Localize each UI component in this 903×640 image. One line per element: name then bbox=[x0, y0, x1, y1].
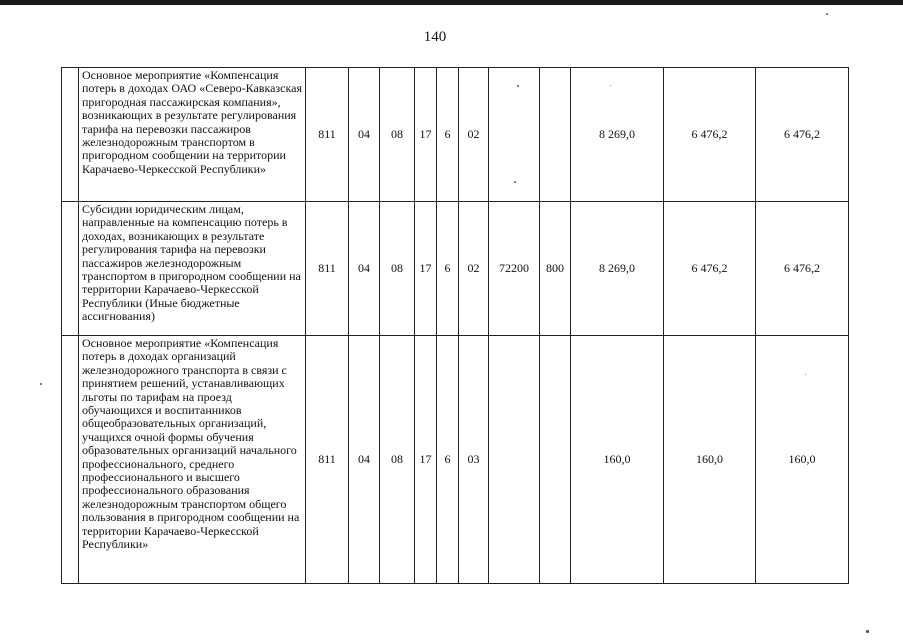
scan-speck bbox=[610, 85, 611, 86]
row-index-cell bbox=[62, 68, 79, 202]
subprogram-code-cell: 6 bbox=[437, 68, 459, 202]
description-cell: Основное мероприятие «Компенсация потерь в доходах организаций железнодорожного транспорта в связи с принятием решений, устанавливающих льготы по тарифам на проезд обучающихся и воспитанников общеобразовательных организаций, учащихся очной формы обучения образовательных организаций начального профессионального, среднего профессионального и высшего профессионального образования железнодорожным транспортом общего пользования в пригородном сообщении на территории Карачаево-Черкесской Республики» bbox=[79, 336, 306, 584]
amount-cell-2: 6 476,2 bbox=[664, 68, 756, 202]
subsection-code-cell: 08 bbox=[380, 68, 415, 202]
expense-type-cell bbox=[540, 68, 571, 202]
event-code-cell: 03 bbox=[459, 336, 489, 584]
scan-speck bbox=[866, 630, 869, 633]
event-code-cell: 02 bbox=[459, 202, 489, 336]
section-code-cell: 04 bbox=[349, 68, 380, 202]
event-code-cell: 02 bbox=[459, 68, 489, 202]
subsection-code-cell: 08 bbox=[380, 202, 415, 336]
subprogram-code-cell: 6 bbox=[437, 336, 459, 584]
amount-cell-1: 160,0 bbox=[571, 336, 664, 584]
budget-table bbox=[61, 67, 849, 584]
amount-cell-2: 6 476,2 bbox=[664, 202, 756, 336]
direction-code-cell bbox=[489, 336, 540, 584]
row-index-cell bbox=[62, 336, 79, 584]
section-code-cell: 04 bbox=[349, 336, 380, 584]
ministry-code-cell: 811 bbox=[306, 202, 349, 336]
direction-code-cell: 72200 bbox=[489, 202, 540, 336]
table-row bbox=[62, 336, 849, 584]
scan-speck bbox=[40, 383, 42, 385]
amount-cell-3: 160,0 bbox=[756, 336, 849, 584]
description-cell: Основное мероприятие «Компенсация потерь в доходах ОАО «Северо-Кавказская пригородная пассажирская компания», возникающих в результате регулирования тарифа на перевозки пассажиров железнодорожным транспортом в пригородном сообщении на территории Карачаево-Черкесской Республики» bbox=[79, 68, 306, 202]
amount-cell-3: 6 476,2 bbox=[756, 202, 849, 336]
page-number: 140 bbox=[423, 29, 447, 45]
amount-cell-2: 160,0 bbox=[664, 336, 756, 584]
amount-cell-1: 8 269,0 bbox=[571, 202, 664, 336]
program-code-cell: 17 bbox=[415, 202, 437, 336]
section-code-cell: 04 bbox=[349, 202, 380, 336]
table-row bbox=[62, 68, 849, 202]
top-border-rule bbox=[0, 0, 903, 5]
description-cell: Субсидии юридическим лицам, направленные на компенсацию потерь в доходах, возникающих в результате регулирования тарифа на перевозки пассажиров железнодорожным транспортом в пригородном сообщении на территории Карачаево-Черкесской Республики (Иные бюджетные ассигнования) bbox=[79, 202, 306, 336]
amount-cell-1: 8 269,0 bbox=[571, 68, 664, 202]
expense-type-cell: 800 bbox=[540, 202, 571, 336]
ministry-code-cell: 811 bbox=[306, 336, 349, 584]
subprogram-code-cell: 6 bbox=[437, 202, 459, 336]
scan-speck bbox=[805, 374, 806, 375]
amount-cell-3: 6 476,2 bbox=[756, 68, 849, 202]
scan-speck bbox=[517, 85, 519, 87]
program-code-cell: 17 bbox=[415, 336, 437, 584]
ministry-code-cell: 811 bbox=[306, 68, 349, 202]
row-index-cell bbox=[62, 202, 79, 336]
scan-speck bbox=[514, 181, 516, 183]
scan-speck bbox=[826, 13, 828, 15]
program-code-cell: 17 bbox=[415, 68, 437, 202]
expense-type-cell bbox=[540, 336, 571, 584]
table-row bbox=[62, 202, 849, 336]
subsection-code-cell: 08 bbox=[380, 336, 415, 584]
